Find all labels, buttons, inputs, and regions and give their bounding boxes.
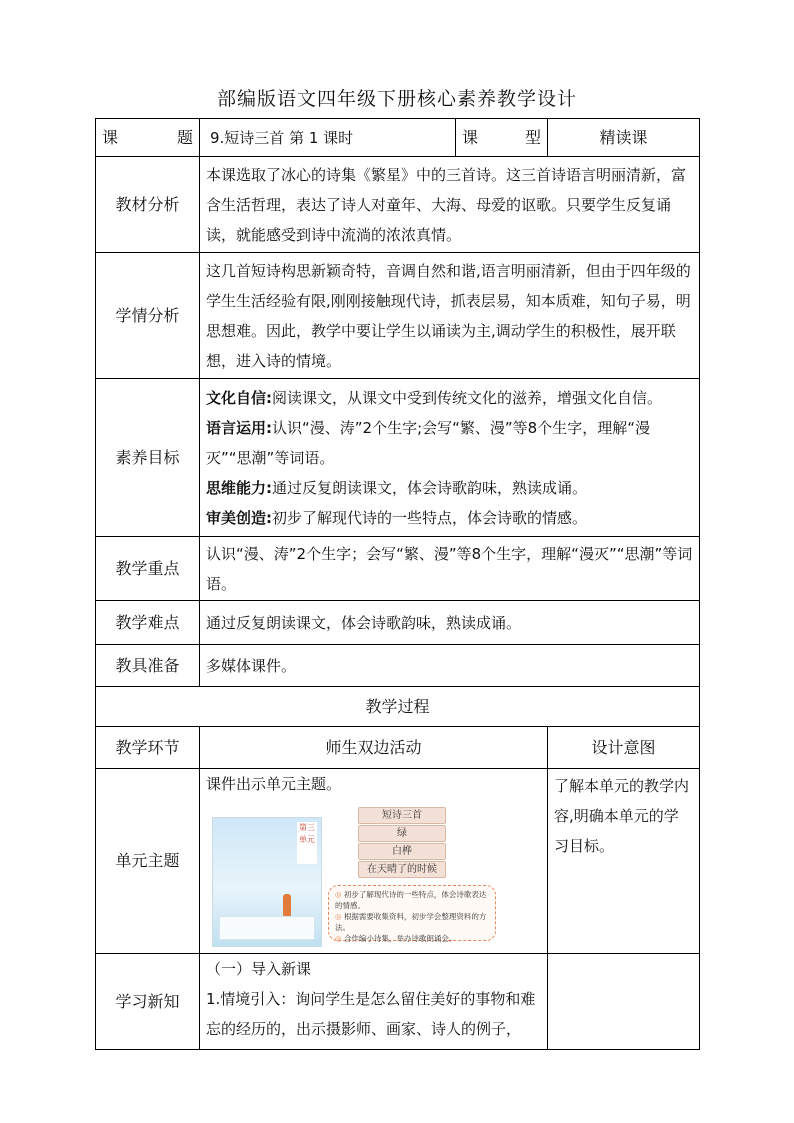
goal-culture: 文化自信:阅读课文，从课文中受到传统文化的滋养，增强文化自信。	[206, 388, 663, 407]
new-learning-text: 1.情境引入：询问学生是怎么留住美好的事物和难忘的经历的，出示摄影师、画家、诗人的例子，	[206, 990, 536, 1038]
new-learning-intent	[548, 954, 700, 1050]
goal-thinking: 思维能力:通过反复朗读课文，体会诗歌韵味，熟读成诵。	[206, 478, 588, 497]
goal-language: 语言运用:认识“漫、涛”2个生字;会写“繁、漫”等8个生字，理解“漫灭”“思潮”等词语。	[206, 418, 650, 467]
unit-activity-text: 课件出示单元主题。	[206, 775, 342, 793]
new-learning-activity	[200, 954, 548, 1050]
tools-row	[96, 645, 700, 687]
lesson-tag: 绿	[358, 825, 446, 842]
col-activity-header: 师生双边活动	[200, 727, 548, 769]
lesson-tag: 短诗三首	[358, 807, 446, 824]
girl-figure	[283, 894, 291, 916]
goals-label: 素养目标	[96, 379, 200, 537]
type-value: 精读课	[548, 119, 700, 157]
lesson-plan-table	[95, 118, 700, 1050]
unit-label: 单元主题	[96, 769, 200, 954]
difficulty-text: 通过反复朗读课文，体会诗歌韵味，熟读成诵。	[200, 601, 700, 645]
new-learning-heading: （一）导入新课	[206, 960, 312, 978]
difficulty-label: 教学难点	[96, 601, 200, 645]
header-row	[96, 119, 700, 157]
unit-activity	[200, 769, 548, 954]
goal-aesthetic: 审美创造:初步了解现代诗的一些特点，体会诗歌的情感。	[206, 508, 588, 527]
unit-goal: ◎ 根据需要收集资料，初步学会整理资料的方法。	[335, 912, 487, 932]
keypoints-text: 认识“漫、涛”2个生字；会写“繁、漫”等8个生字，理解“漫灭”“思潮”等词语。	[200, 537, 700, 601]
topic-value: 9.短诗三首 第 1 课时	[200, 119, 456, 157]
keypoints-row	[96, 537, 700, 601]
learner-label: 学情分析	[96, 253, 200, 379]
unit-theme-image	[208, 805, 488, 945]
book-tag: 第三单元	[297, 822, 317, 864]
tools-label: 教具准备	[96, 645, 200, 687]
topic-label: 课 题	[96, 119, 200, 157]
new-learning-label: 学习新知	[96, 954, 200, 1050]
col-intent-header: 设计意图	[548, 727, 700, 769]
lesson-tag: 在天晴了的时候	[358, 861, 446, 878]
lesson-tag: 白桦	[358, 843, 446, 860]
material-text: 本课选取了冰心的诗集《繁星》中的三首诗。这三首诗语言明丽清新，富含生活哲理，表达了诗人对童年、大海、母爱的讴歌。只要学生反复诵读，就能感受到诗中流淌的浓浓真情。	[200, 157, 700, 253]
goals-row	[96, 379, 700, 537]
col-step-header: 教学环节	[96, 727, 200, 769]
goals-list	[200, 379, 700, 537]
unit-intent: 了解本单元的教学内容,明确本单元的学习目标。	[548, 769, 700, 954]
page-title: 部编版语文四年级下册核心素养教学设计	[216, 88, 577, 110]
tools-text: 多媒体课件。	[200, 645, 700, 687]
material-label: 教材分析	[96, 157, 200, 253]
unit-goal: ◎ 合作编小诗集，举办诗歌朗诵会。	[335, 934, 457, 943]
difficulty-row	[96, 601, 700, 645]
learner-text: 这几首短诗构思新颖奇特，音调自然和谐,语言明丽清新，但由于四年级的学生生活经验有限,刚刚接触现代诗，抓表层易，知本质难，知句子易，明思想难。因此，教学中要让学生以诵读为主,调动学生的积极性，展开联想，进入诗的情境。	[200, 253, 700, 379]
new-learning-row	[96, 954, 700, 1050]
textbook-cover	[212, 817, 322, 947]
process-title: 教学过程	[96, 687, 700, 727]
process-title-row	[96, 687, 700, 727]
type-label: 课 型	[456, 119, 548, 157]
material-row	[96, 157, 700, 253]
process-header-row	[96, 727, 700, 769]
learner-row	[96, 253, 700, 379]
unit-goal: ◎ 初步了解现代诗的一些特点，体会诗歌表达的情感。	[335, 890, 487, 910]
keypoints-label: 教学重点	[96, 537, 200, 601]
cover-text-box	[219, 916, 315, 940]
unit-row	[96, 769, 700, 954]
unit-goals-box	[328, 885, 496, 941]
